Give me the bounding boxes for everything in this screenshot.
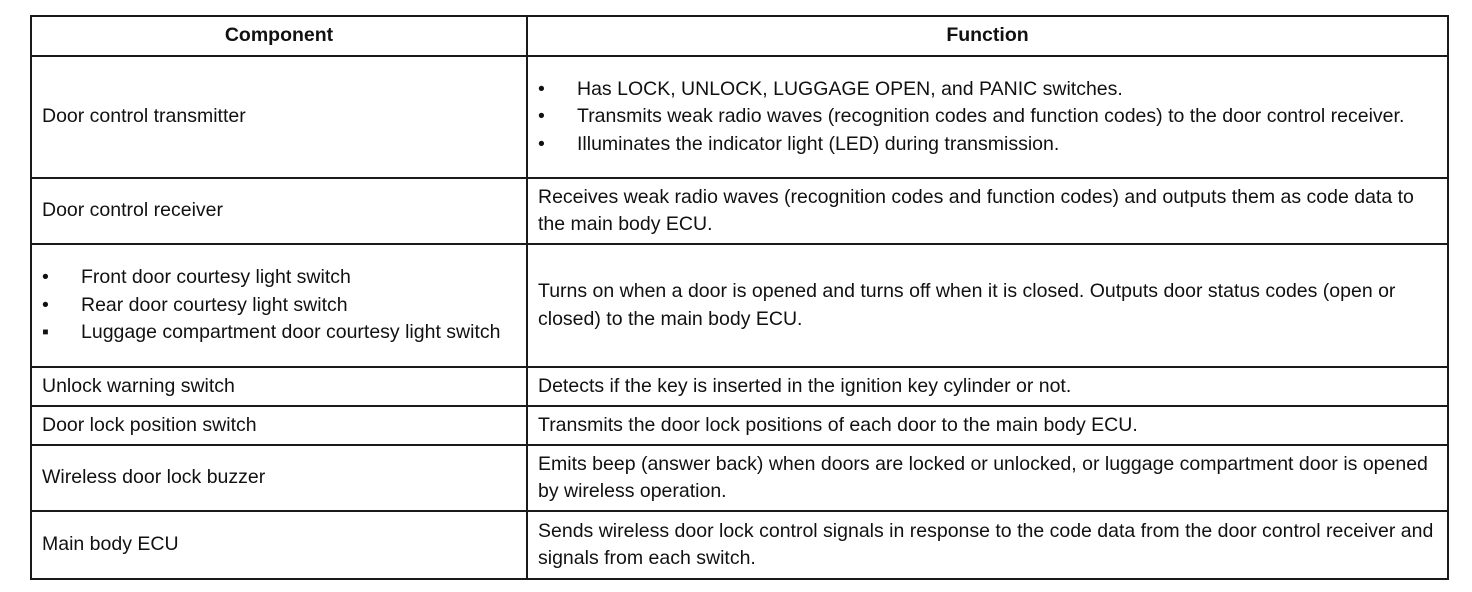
component-bullet-list [42,264,516,347]
table-row [31,511,1448,579]
list-item: • Illuminates the indicator light (LED) during transmission. [538,131,1437,159]
table-row [31,56,1448,178]
function-cell: Emits beep (answer back) when doors are locked or unlocked, or luggage compartment door is opened by wireless operation. [527,445,1448,511]
function-bullet-list [538,76,1437,159]
function-cell [527,56,1448,178]
function-cell: Detects if the key is inserted in the ignition key cylinder or not. [527,367,1448,406]
list-item: • Transmits weak radio waves (recognition codes and function codes) to the door control receiver. [538,103,1437,131]
header-row [31,16,1448,56]
header-component: Component [31,16,527,56]
function-cell: Receives weak radio waves (recognition codes and function codes) and outputs them as code data to the main body ECU. [527,178,1448,244]
square-bullet-icon: ▪ [42,321,49,344]
bullet-icon: • [538,77,545,100]
component-cell: Door control transmitter [31,56,527,178]
header-function: Function [527,16,1448,56]
list-item: • Front door courtesy light switch [42,264,516,292]
component-cell: Door lock position switch [31,406,527,445]
component-cell: Door control receiver [31,178,527,244]
component-cell: Main body ECU [31,511,527,579]
bullet-icon: • [538,105,545,128]
function-cell: Transmits the door lock positions of each door to the main body ECU. [527,406,1448,445]
table-row [31,406,1448,445]
list-item: • Rear door courtesy light switch [42,292,516,320]
bullet-icon: • [42,266,49,289]
component-cell: Unlock warning switch [31,367,527,406]
table-row [31,244,1448,367]
bullet-icon: • [42,293,49,316]
component-function-table [30,15,1449,580]
list-item: • Has LOCK, UNLOCK, LUGGAGE OPEN, and PANIC switches. [538,76,1437,104]
table-row [31,367,1448,406]
component-cell [31,244,527,367]
function-cell: Sends wireless door lock control signals in response to the code data from the door control receiver and signals from each switch. [527,511,1448,579]
component-cell: Wireless door lock buzzer [31,445,527,511]
table-row [31,178,1448,244]
function-cell: Turns on when a door is opened and turns off when it is closed. Outputs door status codes (open or closed) to the main body ECU. [527,244,1448,367]
bullet-icon: • [538,132,545,155]
list-item: ▪ Luggage compartment door courtesy light switch [42,319,516,347]
table-row [31,445,1448,511]
